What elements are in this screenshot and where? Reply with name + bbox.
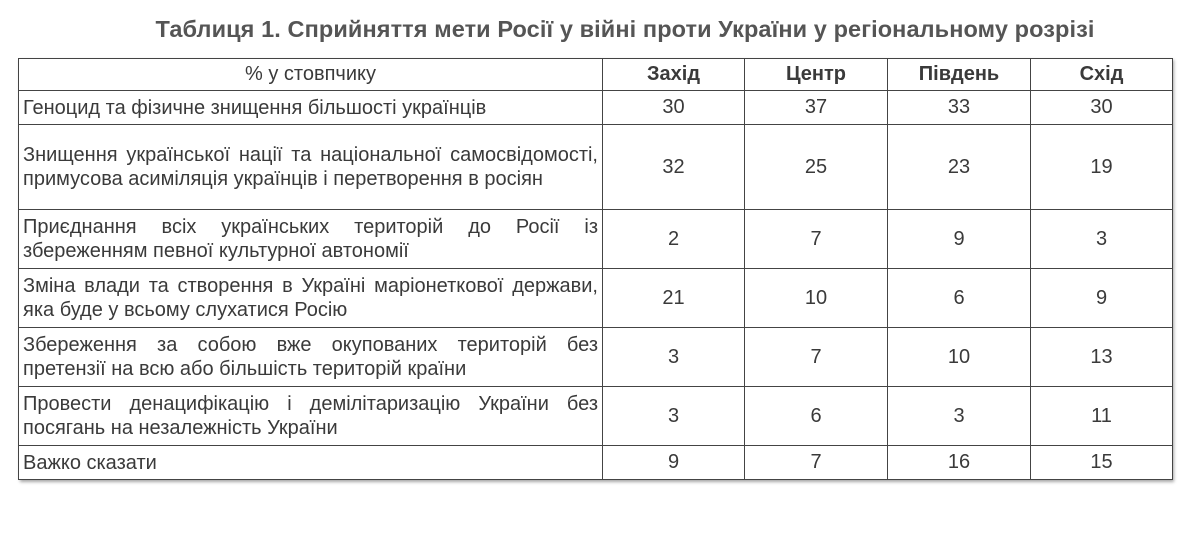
cell-east: 9 [1031,269,1173,328]
cell-south: 3 [888,387,1031,446]
row-label: Важко сказати [19,446,603,480]
cell-west: 2 [603,210,745,269]
table-row [19,328,1173,387]
table-row [19,446,1173,480]
cell-west: 3 [603,387,745,446]
row-label: Зміна влади та створення в Україні маріонеткової держави, яка буде у всьому слухатися Росію [19,269,603,328]
row-label: Збереження за собою вже окупованих територій без претензії на всю або більшість територій країни [19,328,603,387]
cell-south: 10 [888,328,1031,387]
table-row [19,387,1173,446]
cell-south: 6 [888,269,1031,328]
header-cell-center: Центр [745,59,888,91]
table-row [19,125,1173,210]
row-label: Приєднання всіх українських територій до Росії із збереженням певної культурної автономії [19,210,603,269]
header-cell-south: Південь [888,59,1031,91]
cell-west: 9 [603,446,745,480]
cell-south: 16 [888,446,1031,480]
cell-center: 37 [745,91,888,125]
cell-west: 30 [603,91,745,125]
header-row [19,59,1173,91]
cell-east: 3 [1031,210,1173,269]
data-table [18,58,1173,480]
cell-center: 10 [745,269,888,328]
cell-east: 19 [1031,125,1173,210]
row-label: Геноцид та фізичне знищення більшості українців [19,91,603,125]
row-label: Провести денацифікацію і демілітаризацію України без посягань на незалежність України [19,387,603,446]
header-cell-label: % у стовпчику [19,59,603,91]
cell-east: 30 [1031,91,1173,125]
cell-west: 3 [603,328,745,387]
table-row [19,269,1173,328]
header-cell-east: Схід [1031,59,1173,91]
cell-west: 32 [603,125,745,210]
cell-center: 6 [745,387,888,446]
cell-center: 7 [745,210,888,269]
cell-east: 15 [1031,446,1173,480]
table-title: Таблиця 1. Сприйняття мети Росії у війні проти України у регіональному розрізі [155,16,1095,42]
table-container [18,58,1172,480]
cell-south: 23 [888,125,1031,210]
cell-center: 7 [745,446,888,480]
row-label: Знищення української нації та національної самосвідомості, примусова асиміляція українців і перетворення в росіян [19,125,603,210]
cell-east: 11 [1031,387,1173,446]
table-row [19,91,1173,125]
cell-south: 33 [888,91,1031,125]
cell-center: 7 [745,328,888,387]
table-row [19,210,1173,269]
cell-east: 13 [1031,328,1173,387]
cell-south: 9 [888,210,1031,269]
cell-center: 25 [745,125,888,210]
cell-west: 21 [603,269,745,328]
header-cell-west: Захід [603,59,745,91]
